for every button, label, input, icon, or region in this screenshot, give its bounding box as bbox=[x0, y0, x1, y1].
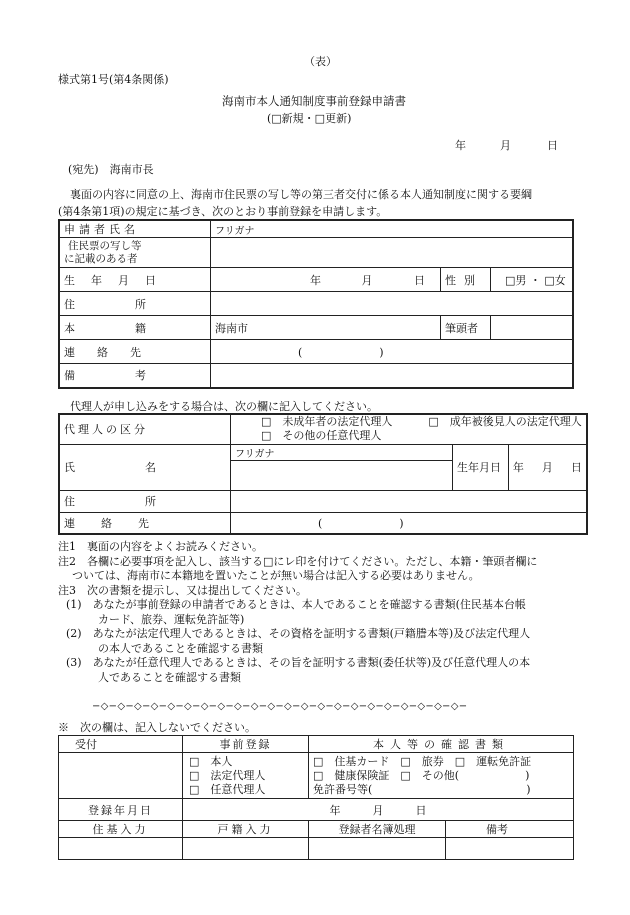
applicant-contact-label: 連絡先 bbox=[59, 340, 211, 364]
form-number: 様式第1号(第4条関係) bbox=[58, 73, 169, 86]
agent-dob-field[interactable]: 年 月 日 bbox=[508, 444, 587, 490]
note-3: 注3 次の書類を提示し、又は提出してください。 bbox=[58, 583, 307, 597]
note-2b: ついては、海南市に本籍地を置いたことが無い場合は記入する必要はありません。 bbox=[72, 569, 480, 582]
note-3-1b: カード、旅券、運転免許証等) bbox=[98, 612, 245, 626]
registry-proc-header: 登録者名簿処理 bbox=[309, 821, 446, 838]
applicant-name-note: 住民票の写し等 に記載のある者 bbox=[59, 238, 211, 268]
applicant-name-label: 申請者氏名 bbox=[59, 220, 211, 238]
confirm-docs-options[interactable]: □ 住基カード □ 旅券 □ 運転免許証 □ 健康保険証 □ その他( ) 免許番号等( ) bbox=[309, 753, 574, 799]
reg-date-field[interactable]: 年 月 日 bbox=[183, 799, 574, 821]
office-table bbox=[58, 735, 574, 860]
agent-intro: 代理人が申し込みをする場合は、次の欄に記入してください。 bbox=[70, 400, 378, 413]
hittousha-label: 筆頭者 bbox=[441, 316, 491, 340]
reception-header: 受付 bbox=[59, 736, 183, 753]
office-use-note: ※ 次の欄は、記入しないでください。 bbox=[58, 721, 256, 734]
note-3-2b: の本人であることを確認する書類 bbox=[98, 641, 263, 655]
new-renew-option: (□新規・□更新) bbox=[267, 112, 352, 125]
face-mark: （表） bbox=[304, 55, 337, 68]
hittousha-field[interactable] bbox=[491, 316, 574, 340]
note-3-3b: 人であることを確認する書類 bbox=[98, 670, 241, 684]
form-title: 海南市本人通知制度事前登録申請書 bbox=[222, 94, 406, 108]
reg-date-label: 登録年月日 bbox=[59, 799, 183, 821]
juki-input-field[interactable] bbox=[59, 838, 183, 860]
date-year: 年 bbox=[455, 139, 466, 152]
koseki-input-header: 戸籍入力 bbox=[183, 821, 309, 838]
agent-type-label: 代理人の区分 bbox=[59, 414, 231, 444]
applicant-contact-field[interactable]: ( ) bbox=[211, 340, 574, 364]
note-3-1a: (1) あなたが事前登録の申請者であるときは、本人であることを確認する書類(住民基本台帳 bbox=[66, 598, 526, 611]
date-month: 月 bbox=[500, 139, 511, 152]
intro-line-2: (第4条第1項)の規定に基づき、次のとおり事前登録を申請します。 bbox=[58, 205, 388, 218]
honseki-label: 本籍 bbox=[59, 316, 211, 340]
office-remarks-header: 備考 bbox=[446, 821, 574, 838]
applicant-dob-field[interactable]: 年 月 日 bbox=[211, 268, 441, 292]
juki-input-header: 住基入力 bbox=[59, 821, 183, 838]
confirm-docs-header: 本人等の確認書類 bbox=[309, 736, 574, 753]
note-3-2a: (2) あなたが法定代理人であるときは、その資格を証明する書類(戸籍謄本等)及び法定代理人 bbox=[66, 627, 531, 640]
agent-address-field[interactable] bbox=[231, 490, 587, 512]
note-3-3a: (3) あなたが任意代理人であるときは、その旨を証明する書類(委任状等)及び任意代理人の本 bbox=[66, 656, 531, 669]
intro-line-1: 裏面の内容に同意の上、海南市住民票の写し等の第三者交付に係る本人通知制度に関する要綱 bbox=[70, 188, 532, 201]
note-2a: 注2 各欄に必要事項を記入し、該当する□にレ印を付けてください。ただし、本籍・筆頭者欄に bbox=[58, 554, 538, 568]
agent-address-label: 住所 bbox=[59, 490, 231, 512]
agent-name-label: 氏名 bbox=[59, 444, 231, 490]
agent-type-options[interactable]: □ 未成年者の法定代理人 □ 成年被後見人の法定代理人 □ その他の任意代理人 bbox=[231, 414, 587, 444]
sex-options[interactable]: □男 ・ □女 bbox=[491, 268, 574, 292]
applicant-remarks-field[interactable] bbox=[211, 364, 574, 388]
applicant-furigana[interactable]: フリガナ bbox=[211, 220, 574, 238]
registry-proc-field[interactable] bbox=[309, 838, 446, 860]
agent-name-field[interactable] bbox=[231, 460, 453, 490]
koseki-input-field[interactable] bbox=[183, 838, 309, 860]
date-day: 日 bbox=[547, 139, 558, 152]
prereg-options[interactable]: □ 本人 □ 法定代理人 □ 任意代理人 bbox=[183, 753, 309, 799]
sex-label: 性別 bbox=[441, 268, 491, 292]
applicant-remarks-label: 備考 bbox=[59, 364, 211, 388]
applicant-address-field[interactable] bbox=[211, 292, 574, 316]
honseki-field[interactable]: 海南市 bbox=[211, 316, 441, 340]
addressee: (宛先) 海南市長 bbox=[68, 163, 154, 176]
applicant-name-field[interactable] bbox=[211, 238, 574, 268]
notes-section bbox=[58, 540, 578, 685]
applicant-address-label: 住所 bbox=[59, 292, 211, 316]
reception-field[interactable] bbox=[59, 753, 183, 799]
agent-table bbox=[58, 413, 588, 535]
agent-contact-label: 連絡先 bbox=[59, 512, 231, 534]
office-remarks-field[interactable] bbox=[446, 838, 574, 860]
note-1: 注1 裏面の内容をよくお読みください。 bbox=[58, 540, 263, 553]
divider-line: −◇−◇−◇−◇−◇−◇−◇−◇−◇−◇−◇−◇−◇−◇−◇−◇−◇−◇−◇−◇−◇−◇− bbox=[92, 701, 468, 712]
prereg-header: 事前登録 bbox=[183, 736, 309, 753]
applicant-dob-label: 生年月日 bbox=[59, 268, 211, 292]
agent-dob-label: 生年月日 bbox=[452, 444, 508, 490]
agent-furigana[interactable]: フリガナ bbox=[231, 444, 453, 460]
applicant-table bbox=[58, 219, 574, 389]
agent-contact-field[interactable]: ( ) bbox=[231, 512, 587, 534]
